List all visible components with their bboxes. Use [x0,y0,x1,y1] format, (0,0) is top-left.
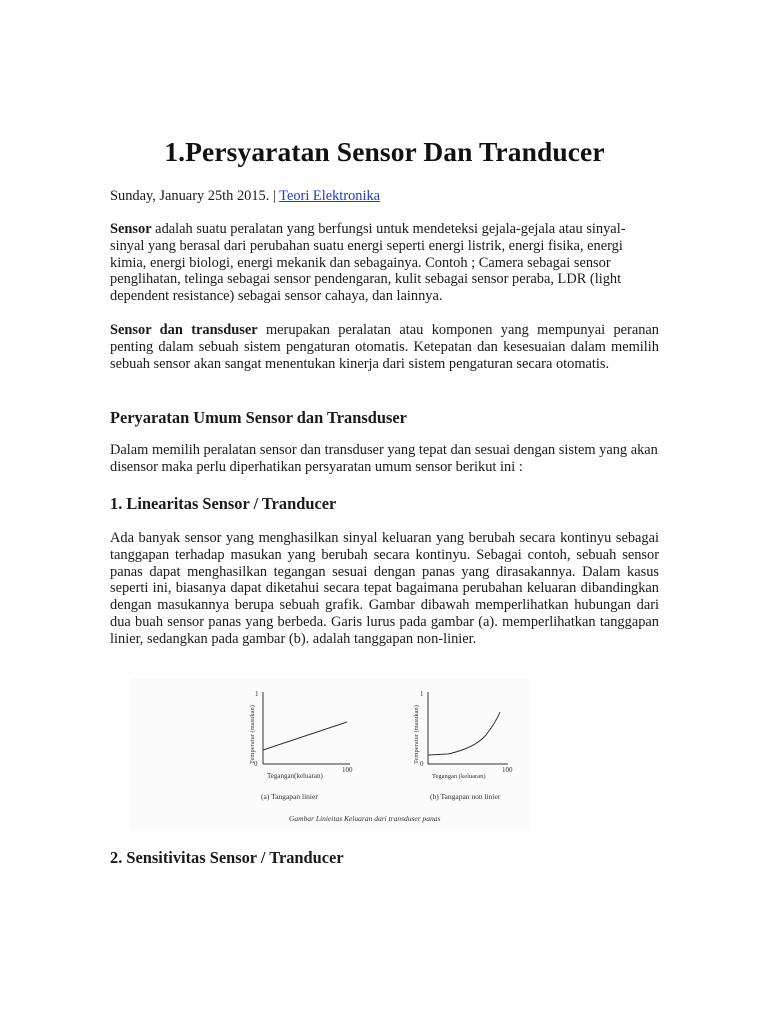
graph-a-origin: 0 [254,760,258,768]
category-link[interactable]: Teori Elektronika [279,188,381,204]
heading-general-requirements: Peryaratan Umum Sensor dan Transduser [110,408,407,427]
post-date: Sunday, January 25th 2015. | [110,188,280,204]
graph-a-linear-curve [263,722,347,750]
requirements-intro-paragraph: Dalam memilih peralatan sensor dan transduser yang tepat dan sesuai dengan sistem yang akan disensor maka perlu diperhatikan persyaratan umum sensor berikut ini : [110,442,658,475]
graph-a-x-label: Tegangan(keluaran) [267,772,323,780]
intro-line-4: penglihatan, telinga sebagai sensor pendengaran, kulit sebagai sensor peraba, LDR (light [110,271,622,288]
graph-b-y-label: Temperatur (masukan) [413,705,420,764]
intro-line-2: sinyal yang berasal dari perubahan suatu energi seperti energi listrik, energi fisika, energi [110,237,623,254]
graph-b-nonlinear-curve [428,712,500,755]
term-sensor-transduser: Sensor dan transduser [110,322,258,338]
graph-b-x-max: 100 [502,766,513,774]
graph-a-y-label: Temperatur (masukan) [249,705,256,764]
linearity-figure [130,678,530,830]
page-title: 1.Persyaratan Sensor Dan Tranducer [164,136,605,167]
graph-nonlinear [413,690,513,801]
linearity-paragraph: Ada banyak sensor yang menghasilkan sinyal keluaran yang berubah secara kontinyu sebagai tanggapan terhadap masukan yang berubah secara kontinyu. Sebagai contoh, sebuah sensor panas dapat menghasilkan tegangan sesuai dengan panas yang dirasakannya. Dalam kasus seperti ini, biasanya dapat diketahui secara tepat bagaimana perubahan keluaran dibandingkan dengan masukannya berupa sebuah grafik. Gambar dibawah memperlihatkan hubungan dari dua buah sensor panas yang berbeda. Garis lurus pada gambar (a). memperlihatkan tanggapan linier, sedangkan pada gambar (b). adalah tanggapan non-linier. [110,530,659,647]
post-meta [110,188,380,205]
figure-caption: Gambar Linieitas Keluaran dari transduser panas [289,814,441,823]
graph-b-caption: (b) Tangapan non linier [430,792,501,801]
graph-b-origin: 0 [420,760,424,768]
graph-linear [249,690,353,801]
graph-a-caption: (a) Tangapan linier [261,792,318,801]
graph-a-y-max: 1 [255,690,259,698]
term-sensor: Sensor [110,221,152,237]
heading-sensitivity: 2. Sensitivitas Sensor / Tranducer [110,848,344,867]
intro-line-5: dependent resistance) sebagai sensor cahaya, dan lainnya. [110,288,443,305]
graph-b-x-label: Tegangan (keluaran) [432,773,486,780]
sensor-transduser-paragraph [110,322,659,372]
graph-a-x-max: 100 [342,766,353,774]
intro-line-3: kimia, energi biologi, energi mekanik dan sebagainya. Contoh ; Camera sebagai sensor [110,254,611,271]
sensor-transduser-text: merupakan peralatan atau komponen yang mempunyai peranan penting dalam sebuah sistem pengaturan otomatis. Ketepatan dan kesesuaian dalam memilih sebuah sensor akan sangat menentukan kinerja dari sistem pengaturan secara otomatis. [110,322,659,372]
intro-paragraph [110,221,659,305]
graph-b-y-max: 1 [420,690,424,698]
intro-line-1: adalah suatu peralatan yang berfungsi untuk mendeteksi gejala-gejala atau sinyal- [151,221,626,237]
heading-linearity: 1. Linearitas Sensor / Tranducer [110,494,337,513]
